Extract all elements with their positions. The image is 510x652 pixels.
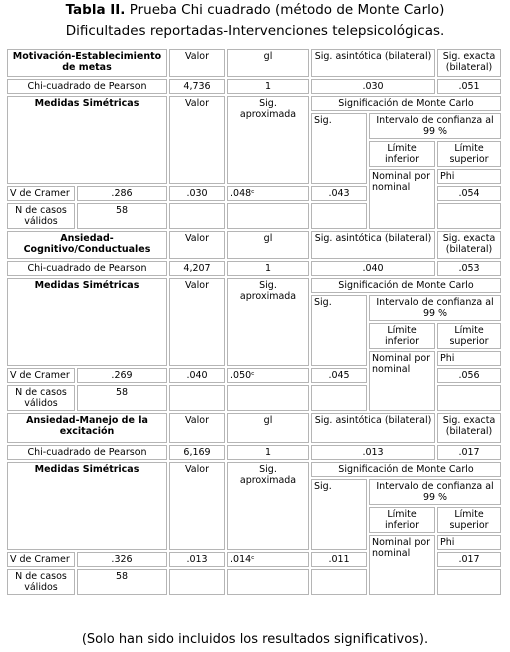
chi-gl: 1 <box>227 79 309 94</box>
measures-header-row <box>7 96 510 111</box>
ncasos-valor: 58 <box>77 203 167 229</box>
vcramer-label: V de Cramer <box>7 186 75 201</box>
ncasos-valor: 58 <box>77 569 167 595</box>
header-sig: Sig. <box>311 113 367 184</box>
section-header-row <box>7 231 510 259</box>
chi-sig-exacta: .051 <box>437 79 501 94</box>
section-header-row <box>7 49 510 77</box>
header-limite-inferior: Límite inferior <box>369 507 435 533</box>
header-valor: Valor <box>169 462 225 550</box>
header-valor: Valor <box>169 278 225 366</box>
chi-gl: 1 <box>227 445 309 460</box>
phi-label: Phi <box>437 535 501 550</box>
table-title-text: Prueba Chi cuadrado (método de Monte Carlo) <box>125 2 445 18</box>
vcramer-sig-aprox: .040 <box>169 368 225 383</box>
phi-label: Phi <box>437 351 501 366</box>
chi-label: Chi-cuadrado de Pearson <box>7 261 167 276</box>
chi-sig-exacta: .053 <box>437 261 501 276</box>
empty-cell <box>169 203 225 229</box>
vcramer-sig-aprox: .030 <box>169 186 225 201</box>
empty-cell <box>437 203 501 229</box>
vcramer-valor: .326 <box>77 552 167 567</box>
header-monte-carlo: Significación de Monte Carlo <box>311 278 501 293</box>
header-limite-superior: Límite superior <box>437 141 501 167</box>
header-valor: Valor <box>169 96 225 184</box>
vcramer-limite-superior: .056 <box>437 368 501 383</box>
header-limite-superior: Límite superior <box>437 323 501 349</box>
empty-cell <box>227 385 309 411</box>
measures-title: Medidas Simétricas <box>7 278 167 366</box>
chi-square-table <box>5 47 510 597</box>
header-sig-aproximada: Sig. aproximada <box>227 278 309 366</box>
table-title <box>0 0 510 20</box>
vcramer-sig: .048ᶜ <box>227 186 309 201</box>
chi-square-row <box>7 261 510 276</box>
vcramer-valor: .286 <box>77 186 167 201</box>
header-sig-asintotica: Sig. asintótica (bilateral) <box>311 413 435 443</box>
chi-label: Chi-cuadrado de Pearson <box>7 445 167 460</box>
chi-sig-asintotica: .013 <box>311 445 435 460</box>
header-valor: Valor <box>169 49 225 77</box>
vcramer-limite-inferior: .045 <box>311 368 367 383</box>
chi-sig-asintotica: .040 <box>311 261 435 276</box>
chi-valor: 4,207 <box>169 261 225 276</box>
chi-square-row <box>7 79 510 94</box>
table-title-number: Tabla II. <box>65 2 126 18</box>
vcramer-limite-inferior: .043 <box>311 186 367 201</box>
empty-cell <box>227 203 309 229</box>
nominal-label: Nominal por nominal <box>369 169 435 229</box>
empty-cell <box>437 569 501 595</box>
vcramer-valor: .269 <box>77 368 167 383</box>
nominal-label: Nominal por nominal <box>369 535 435 595</box>
header-monte-carlo: Significación de Monte Carlo <box>311 462 501 477</box>
nominal-label: Nominal por nominal <box>369 351 435 411</box>
empty-cell <box>227 569 309 595</box>
header-intervalo: Intervalo de confianza al 99 % <box>369 479 501 505</box>
empty-cell <box>169 569 225 595</box>
vcramer-limite-superior: .054 <box>437 186 501 201</box>
measures-header-row <box>7 278 510 293</box>
header-sig-exacta: Sig. exacta (bilateral) <box>437 231 501 259</box>
ncasos-valor: 58 <box>77 385 167 411</box>
header-sig-aproximada: Sig. aproximada <box>227 462 309 550</box>
chi-sig-exacta: .017 <box>437 445 501 460</box>
header-sig-exacta: Sig. exacta (bilateral) <box>437 413 501 443</box>
header-intervalo: Intervalo de confianza al 99 % <box>369 113 501 139</box>
empty-cell <box>311 569 367 595</box>
vcramer-sig: .014ᶜ <box>227 552 309 567</box>
vcramer-limite-superior: .017 <box>437 552 501 567</box>
ncasos-label: N de casos válidos <box>7 203 75 229</box>
header-intervalo: Intervalo de confianza al 99 % <box>369 295 501 321</box>
phi-label: Phi <box>437 169 501 184</box>
measures-title: Medidas Simétricas <box>7 96 167 184</box>
chi-sig-asintotica: .030 <box>311 79 435 94</box>
ncasos-label: N de casos válidos <box>7 569 75 595</box>
vcramer-sig: .050ᶜ <box>227 368 309 383</box>
chi-valor: 6,169 <box>169 445 225 460</box>
header-sig-asintotica: Sig. asintótica (bilateral) <box>311 231 435 259</box>
vcramer-label: V de Cramer <box>7 368 75 383</box>
header-valor: Valor <box>169 231 225 259</box>
measures-header-row <box>7 462 510 477</box>
footnote: (Solo han sido incluidos los resultados significativos). <box>81 632 429 647</box>
header-limite-superior: Límite superior <box>437 507 501 533</box>
table-subtitle: Dificultades reportadas-Intervenciones telepsicológicas. <box>65 23 445 39</box>
header-valor: Valor <box>169 413 225 443</box>
chi-label: Chi-cuadrado de Pearson <box>7 79 167 94</box>
empty-cell <box>311 385 367 411</box>
header-sig: Sig. <box>311 479 367 550</box>
header-gl: gl <box>227 413 309 443</box>
header-sig-aproximada: Sig. aproximada <box>227 96 309 184</box>
empty-cell <box>169 385 225 411</box>
header-gl: gl <box>227 49 309 77</box>
empty-cell <box>437 385 501 411</box>
header-sig-exacta: Sig. exacta (bilateral) <box>437 49 501 77</box>
header-limite-inferior: Límite inferior <box>369 323 435 349</box>
header-sig-asintotica: Sig. asintótica (bilateral) <box>311 49 435 77</box>
header-limite-inferior: Límite inferior <box>369 141 435 167</box>
header-monte-carlo: Significación de Monte Carlo <box>311 96 501 111</box>
section-name: Ansiedad-Cognitivo/Conductuales <box>7 231 167 259</box>
chi-gl: 1 <box>227 261 309 276</box>
empty-cell <box>311 203 367 229</box>
vcramer-limite-inferior: .011 <box>311 552 367 567</box>
chi-square-row <box>7 445 510 460</box>
vcramer-label: V de Cramer <box>7 552 75 567</box>
header-gl: gl <box>227 231 309 259</box>
section-header-row <box>7 413 510 443</box>
chi-valor: 4,736 <box>169 79 225 94</box>
ncasos-label: N de casos válidos <box>7 385 75 411</box>
vcramer-sig-aprox: .013 <box>169 552 225 567</box>
section-name: Motivación-Establecimiento de metas <box>7 49 167 77</box>
measures-title: Medidas Simétricas <box>7 462 167 550</box>
section-name: Ansiedad-Manejo de la excitación <box>7 413 167 443</box>
header-sig: Sig. <box>311 295 367 366</box>
